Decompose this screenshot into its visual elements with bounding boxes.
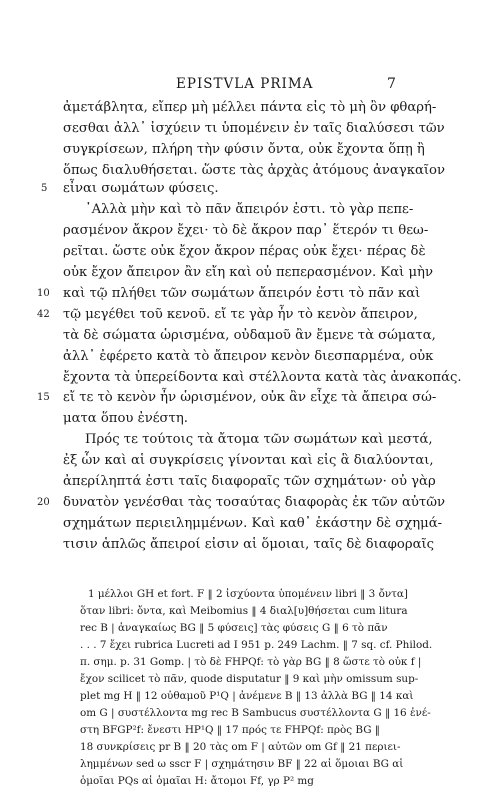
text-line: εἶναι σωμάτων φύσεις. [63,181,219,196]
line-number: 5 [41,183,48,194]
text-line: ρασμένον ἄκρον ἔχει· τὸ δὲ ἄκρον παρ᾿ ἕτερόν τι θεω- [63,223,429,238]
text-line: τῷ μεγέθει τοῦ κενοῦ. εἴ τε γὰρ ἦν τὸ κενὸν ἄπειρον, [63,307,418,322]
text-line: τισιν ἁπλῶς ἄπειροί εἰσιν αἱ ὅμοιαι, ταῖς δὲ διαφοραῖς [63,537,435,552]
line-number: 20 [37,497,50,508]
apparatus-line: rec B | ἀναγκαίως BG ‖ 5 φύσεις] τὰς φύσεις G ‖ 6 τὸ πᾶν [80,622,388,634]
text-line: καὶ τῷ πλήθει τῶν σωμάτων ἄπειρόν ἐστι τὸ πᾶν καὶ [63,286,421,301]
text-line: ἐξ ὧν καὶ αἱ συγκρίσεις γίνονται καὶ εἰς ἃ διαλύονται, [63,453,434,468]
apparatus-line: plet mg H ‖ 12 οὐθαμοῦ P¹Q | ἀνέμενε B ‖ 13 ἀλλὰ BG ‖ 14 καὶ [80,690,414,702]
text-line: ἀλλ᾿ ἐφέρετο κατὰ τὸ ἄπειρον κενὸν διεσπαρμένα, οὐκ [63,349,434,364]
running-title: EPISTVLA PRIMA [176,76,314,92]
text-line: ρεῖται. ὥστε οὐκ ἔχον ἄκρον πέρας οὐκ ἔχει· πέρας δὲ [63,244,426,259]
text-line: συγκρίσεων, πλήρη τὴν φύσιν ὄντα, οὐκ ἔχοντα ὅπῃ ἢ [63,142,425,157]
apparatus-line: π. σημ. p. 31 Gomp. | τὸ δὲ FHPQf: τὸ γὰρ BG ‖ 8 ὥστε τὸ οὐκ f | [80,656,422,668]
text-line: σχημάτων περιειλημμένων. Καὶ καθ᾿ ἑκάστην δὲ σχημά- [63,516,443,531]
text-line: ἀπερίληπτά ἐστι ταῖς διαφοραῖς τῶν σχημάτων· οὐ γὰρ [63,474,436,489]
text-line: ἀμετάβλητα, εἴπερ μὴ μέλλει πάντα εἰς τὸ μὴ ὂν φθαρή- [63,100,437,115]
text-line: ἔχοντα τὰ ὑπερείδοντα καὶ στέλλοντα κατὰ τὰς ἀνακοπάς. [63,370,462,385]
apparatus-line: στη BFGP²f: ἔνεστι HP¹Q ‖ 17 πρός τε FHPQf: πρὸς BG ‖ [80,724,380,736]
text-line: τὰ δὲ σώματα ὡρισμένα, οὐδαμοῦ ἂν ἔμενε τὰ σώματα, [63,328,436,343]
apparatus-line: 1 μέλλοι GH et fort. F ‖ 2 ἰσχύοντα ὑπομένειν libri ‖ 3 ὄντα] [88,588,408,600]
page-number: 7 [387,76,396,92]
apparatus-line: 18 συνκρίσεις pr B ‖ 20 τὰς om F | αὐτῶν om Gf ‖ 21 περιει- [80,741,401,753]
text-line: οὐκ ἔχον ἄπειρον ἂν εἴη καὶ οὐ πεπερασμένον. Καὶ μὴν [63,265,433,280]
apparatus-line: λημμένων sed ω sscr F | σχημάτησιν BF ‖ 22 αἱ ὅμοιαι BG αἱ [80,758,404,770]
apparatus-line: om G | συστέλλοντα mg rec B Sambucus συστέλλοντα G ‖ 16 ἐνέ- [80,707,431,719]
apparatus-line: ἔχον scilicet τὸ πᾶν, quode disputatur ‖ 9 καὶ μὴν omissum sup- [80,673,419,685]
apparatus-line: . . . 7 ἔχει rubrica Lucreti ad I 951 p. 249 Lachm. ‖ 7 sq. cf. Philod. [80,639,433,651]
text-line: σεσθαι ἀλλ᾿ ἰσχύειν τι ὑπομένειν ἐν ταῖς διαλύσεσι τῶν [63,121,445,136]
text-line: ᾿Αλλὰ μὴν καὶ τὸ πᾶν ἄπειρόν ἐστι. τὸ γὰρ πεπε- [85,202,414,217]
line-number: 10 [37,288,50,299]
line-number: 15 [37,392,50,403]
text-line: δυνατὸν γενέσθαι τὰς τοσαύτας διαφορὰς ἐκ τῶν αὐτῶν [63,495,445,510]
text-line: ματα ὅπου ἐνέστη. [63,411,188,426]
text-line: εἴ τε τὸ κενὸν ἦν ὡρισμένον, οὐκ ἂν εἶχε τὰ ἄπειρα σώ- [63,390,437,405]
section-number: 42 [37,309,50,320]
text-line: Πρός τε τούτοις τὰ ἄτομα τῶν σωμάτων καὶ μεστά, [85,432,433,447]
text-line: ὅπως διαλυθήσεται. ὥστε τὰς ἀρχὰς ἀτόμους ἀναγκαῖον [63,163,445,178]
apparatus-line: ὁμοῖαι PQs αἱ ὁμαῖαι H: ἄτομοι Ff, γρ P² mg [80,775,314,787]
apparatus-line: ὅταν libri: ὄντα, καὶ Meibomius ‖ 4 διαλ[υ]θήσεται cum litura [80,605,408,617]
